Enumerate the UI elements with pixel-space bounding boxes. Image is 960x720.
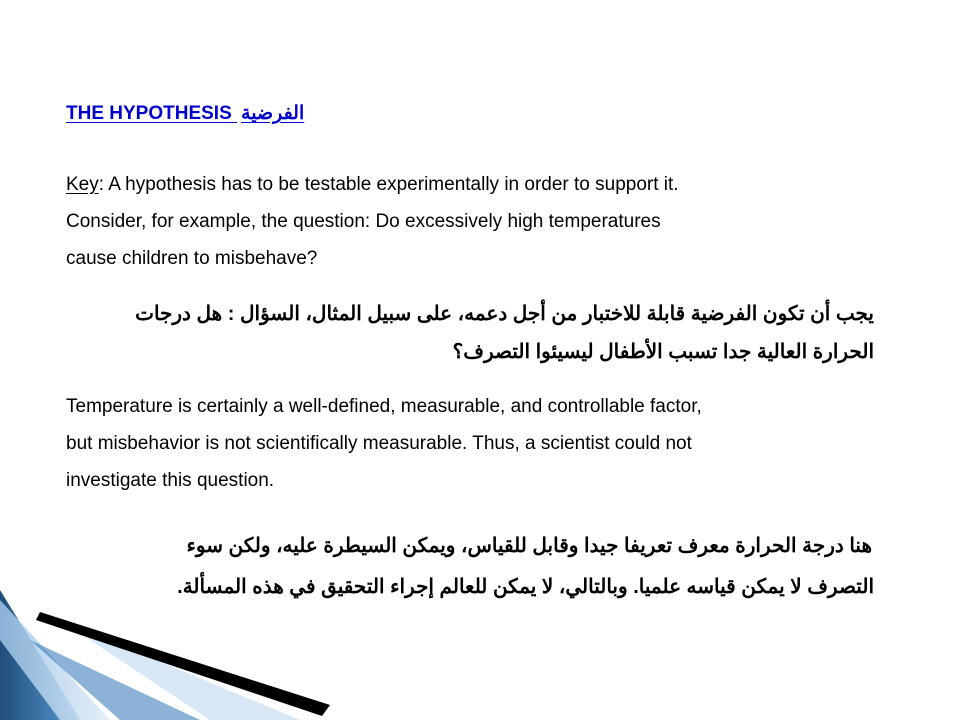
key-label: Key	[66, 174, 99, 195]
title-english: THE HYPOTHESIS	[66, 103, 232, 124]
paragraph-temperature	[66, 388, 896, 499]
paragraph-key-line-2: Consider, for example, the question: Do excessively high temperatures	[66, 211, 661, 232]
paragraph-key-line-3: cause children to misbehave?	[66, 248, 318, 269]
paragraph-key-line-1	[66, 166, 896, 203]
paragraph-key	[66, 166, 896, 277]
title-arabic: الفرضية	[241, 103, 305, 124]
arabic-paragraph-2-line-2: التصرف لا يمكن قياسه علميا. وبالتالي، لا يمكن للعالم إجراء التحقيق في هذه المسألة.	[177, 576, 874, 598]
arabic-paragraph-2-line-1: هنا درجة الحرارة معرف تعريفا جيدا وقابل للقياس، ويمكن السيطرة عليه، ولكن سوء	[186, 535, 872, 557]
page-title	[66, 102, 304, 125]
paragraph-temperature-line-3: investigate this question.	[66, 470, 275, 491]
paragraph-temperature-line-1: Temperature is certainly a well-defined, measurable, and controllable factor,	[66, 396, 702, 417]
paragraph-temperature-line-2: but misbehavior is not scientifically measurable. Thus, a scientist could not	[66, 433, 692, 454]
arabic-paragraph-1-line-1: يجب أن تكون الفرضية قابلة للاختبار من أجل دعمه، على سبيل المثال، السؤال : هل درجات	[135, 303, 874, 325]
arabic-paragraph-1-line-2: الحرارة العالية جدا تسبب الأطفال ليسيئوا التصرف؟	[452, 341, 874, 363]
key-text: : A hypothesis has to be testable experimentally in order to support it.	[98, 174, 679, 195]
